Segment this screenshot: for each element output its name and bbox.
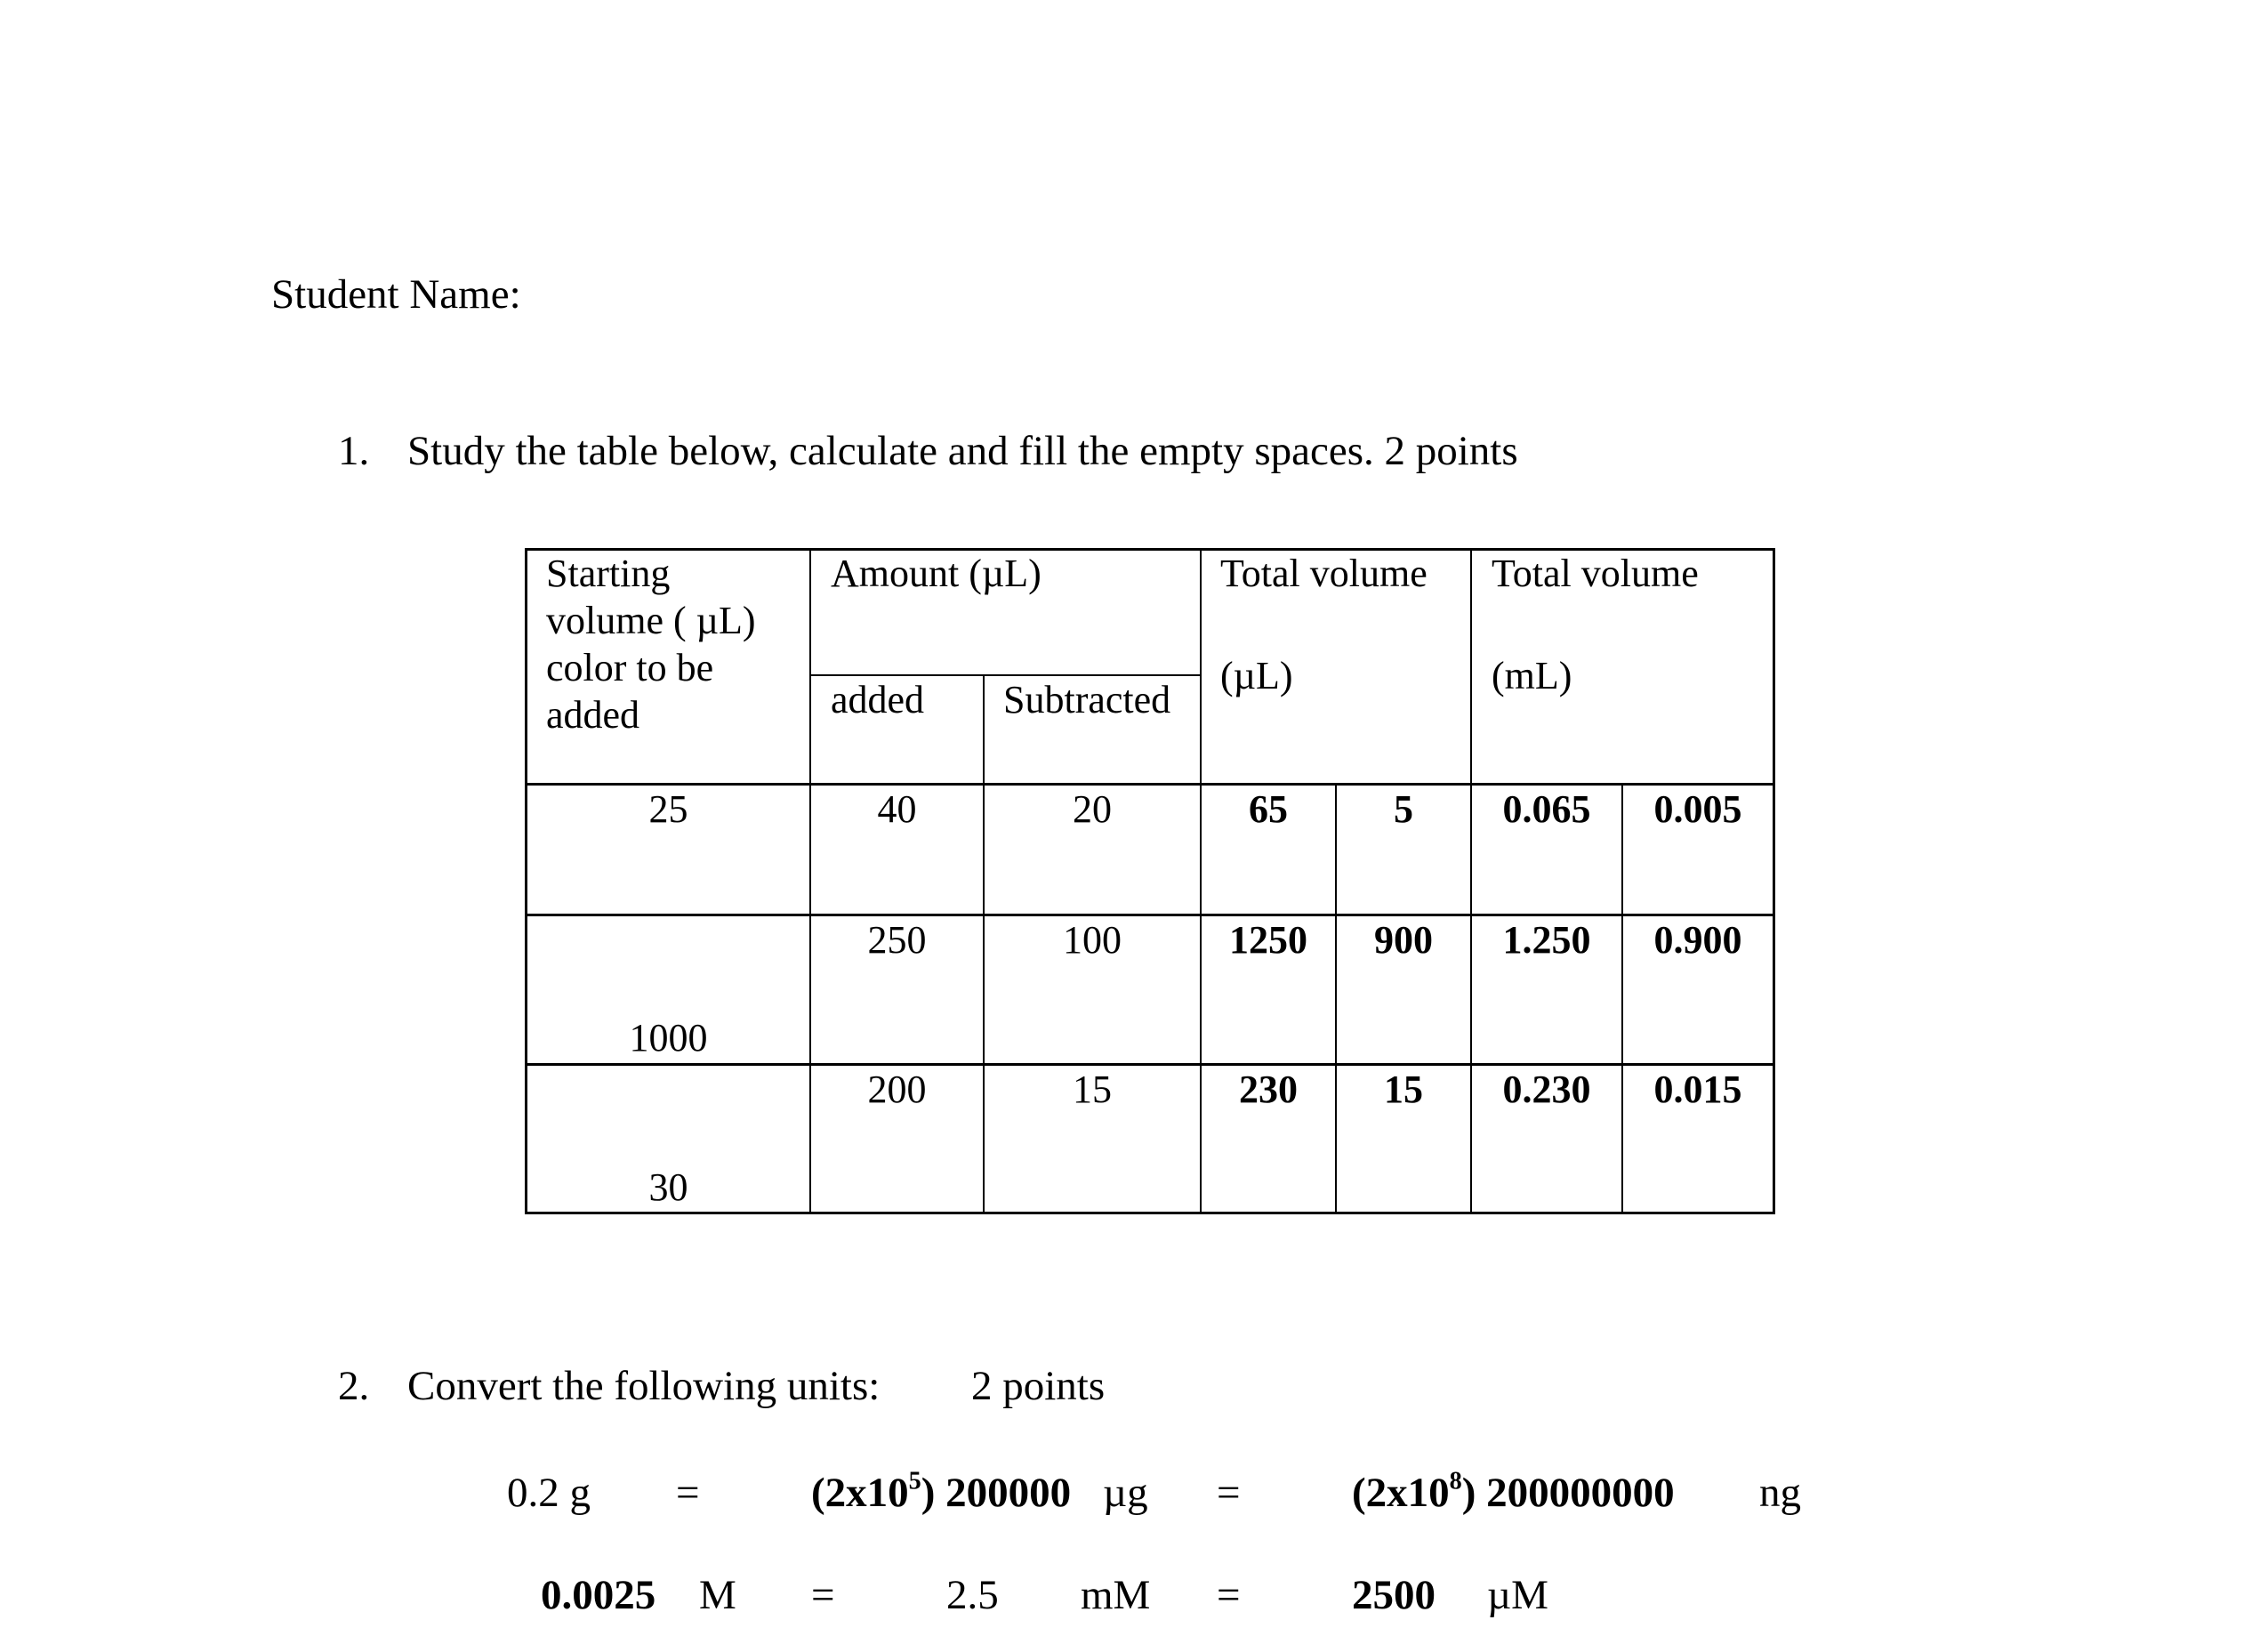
table-row-1-total-ul-b: 5 (1394, 787, 1413, 831)
table-row-3-subtracted: 15 (1073, 1068, 1112, 1111)
table-row-2-added: 250 (867, 918, 927, 962)
question-2-points: 2 points (971, 1363, 1106, 1409)
question-1-text: Study the table below, calculate and fill the empty spaces. 2 points (407, 428, 1518, 474)
conv1-mid-value: $(2x10^5)$ 200000 (811, 1467, 1072, 1516)
table-row-1-total-ml-b: 0.005 (1653, 787, 1742, 831)
table-row-3-added: 200 (867, 1068, 927, 1111)
table-row-2-total-ul-b: 900 (1374, 918, 1433, 962)
conv2-rhs-value: 2500 (1352, 1572, 1436, 1618)
conv2-mid-unit: mM (1081, 1572, 1151, 1618)
table-row-2-total-ul-a: 1250 (1229, 918, 1307, 962)
conv2-equals-2: = (1217, 1572, 1241, 1618)
table-row-1-added: 40 (877, 787, 917, 831)
table-row-3-total-ml-b: 0.015 (1653, 1068, 1742, 1111)
header-amount: Amount (µL) (831, 552, 1042, 595)
table-row-2-subtracted: 100 (1063, 918, 1122, 962)
question-2-number: 2. (338, 1363, 370, 1409)
table-row-2-total-ml-b: 0.900 (1653, 918, 1742, 962)
table-row-2-start: 1000 (629, 1016, 708, 1060)
conv1-rhs-unit: ng (1759, 1470, 1801, 1516)
table-row-1-start: 25 (648, 787, 688, 831)
header-starting-line-4: added (546, 693, 640, 737)
table-row-3-total-ml-a: 0.230 (1502, 1068, 1591, 1111)
header-added: added (831, 678, 925, 721)
table-row-3-total-ul-b: 15 (1384, 1068, 1423, 1111)
conv2-mid-value: 2.5 (946, 1572, 999, 1618)
header-total-ul-line-1: Total volume (1220, 552, 1428, 595)
table-row-2-total-ml-a: 1.250 (1502, 918, 1591, 962)
header-starting-line-3: color to be (546, 646, 714, 689)
conv1-mid-unit: µg (1103, 1470, 1148, 1516)
header-starting-line-2: volume ( µL) (546, 599, 756, 642)
conv2-lhs-value: 0.0025 (541, 1572, 656, 1618)
question-1-number: 1. (338, 428, 370, 474)
table-row-1-total-ml-a: 0.065 (1502, 787, 1591, 831)
conv2-equals-1: = (811, 1572, 835, 1618)
header-subtracted: Subtracted (1003, 678, 1171, 721)
table-row-3-total-ul-a: 230 (1239, 1068, 1298, 1111)
conv1-equals-2: = (1217, 1470, 1241, 1516)
table-row-1-total-ul-a: 65 (1249, 787, 1288, 831)
conv1-equals-1: = (676, 1470, 700, 1516)
conv1-lhs: 0.2 g (507, 1470, 591, 1516)
table-row-1-subtracted: 20 (1073, 787, 1112, 831)
conv2-lhs-unit: M (699, 1572, 736, 1618)
conv2-rhs-unit: µM (1487, 1572, 1548, 1618)
student-name-label: Student Name: (271, 271, 521, 318)
header-starting-line-1: Starting (546, 552, 671, 595)
header-total-ml-line-1: Total volume (1492, 552, 1699, 595)
table-row-3-start: 30 (648, 1165, 688, 1209)
header-total-ml-line-2: (mL) (1492, 654, 1572, 697)
question-2-text: Convert the following units: (407, 1363, 881, 1409)
conv1-rhs-value: $(2x10^8)$ 200000000 (1352, 1467, 1675, 1516)
header-total-ul-line-2: (µL) (1220, 654, 1293, 697)
